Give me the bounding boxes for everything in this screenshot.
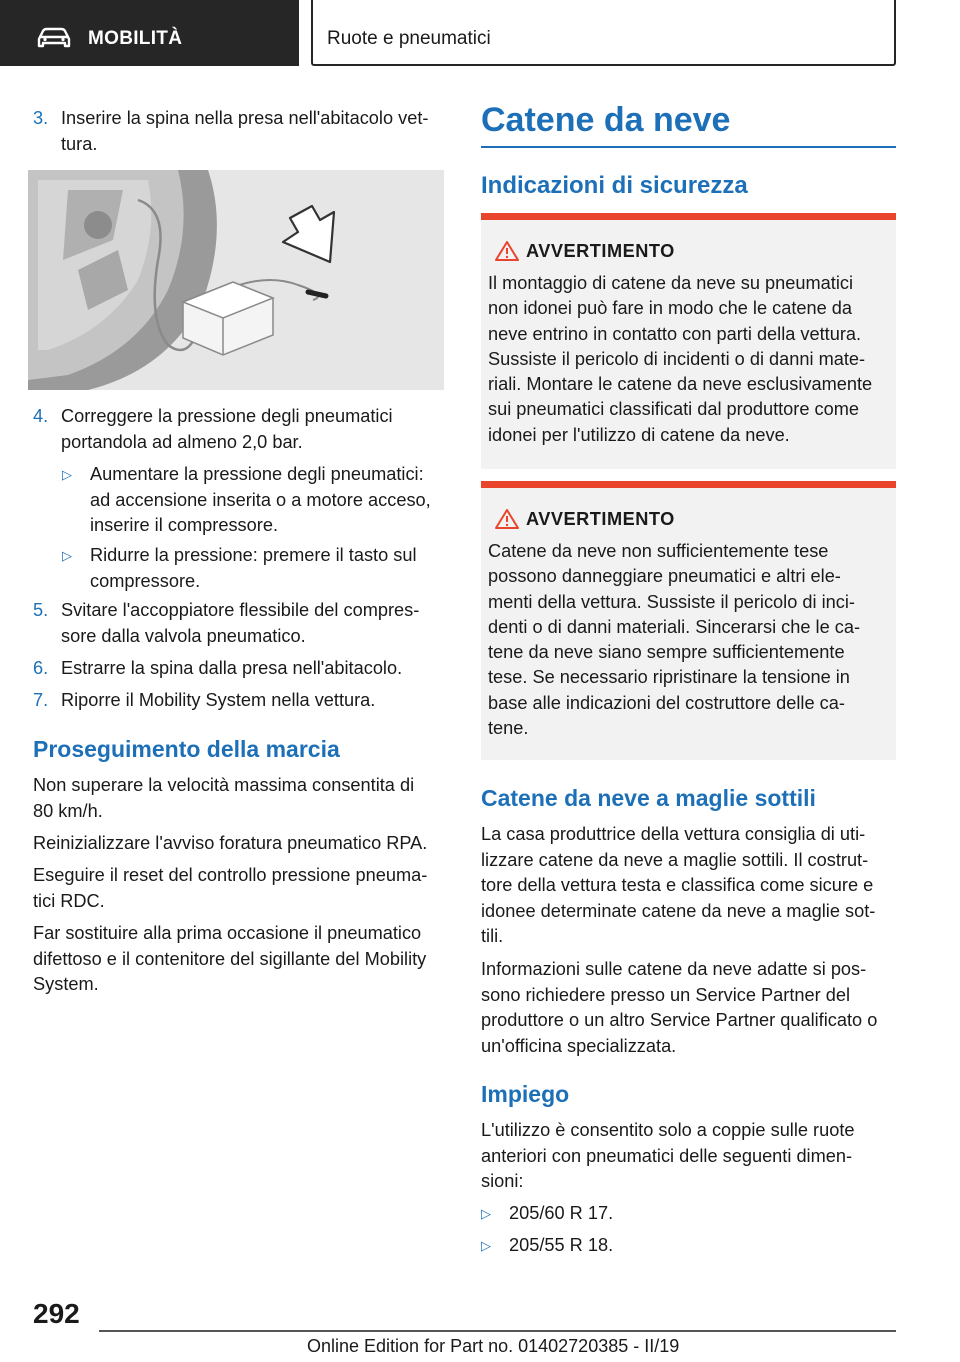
warning-line: Sussiste il pericolo di incidenti o di danni mate- [488, 348, 866, 369]
warning-box-1 [481, 213, 896, 469]
bullet-arrow-icon: ▷ [62, 467, 72, 482]
warning-triangle-icon [494, 240, 520, 262]
paragraph-line: sono richiedere presso un Service Partner del [481, 984, 850, 1005]
paragraph-line: Non superare la velocità massima consentita di [33, 775, 415, 795]
warning-line: tene. [488, 718, 529, 739]
warning-line: Catene da neve non sufficientemente tese [488, 541, 829, 561]
paragraph-line: difettoso e il contenitore del sigillante del Mobility [33, 948, 427, 969]
warning-line: non idonei può fare in modo che le catene da [488, 298, 853, 319]
safety-heading: Indicazioni di sicurezza [481, 172, 748, 199]
paragraph-line: lizzare catene da neve a maglie sottili. Il costrut- [481, 849, 869, 870]
warning-line: tene da neve siano sempre sufficientemente [488, 642, 845, 663]
info-paragraph [481, 957, 901, 1059]
section-title: MOBILITÀ [88, 28, 183, 49]
paragraph-line: idonee determinate catene da neve a maglie sot- [481, 900, 876, 921]
warning-bar [481, 213, 896, 220]
step-line: tura. [61, 133, 98, 154]
step-line: sore dalla valvola pneumatico. [61, 625, 306, 646]
car-icon [36, 27, 72, 49]
step-number: 5. [33, 600, 49, 620]
chapter-tab [311, 0, 896, 66]
warning-line: base alle indicazioni del costruttore delle ca- [488, 692, 845, 713]
compressor-illustration [28, 170, 444, 390]
replace-tyre-paragraph [33, 921, 453, 998]
warning-line: possono danneggiare pneumatici e altri ele- [488, 566, 841, 587]
paragraph-line: Eseguire il reset del controllo pressione pneuma- [33, 865, 428, 885]
warning-line: Il montaggio di catene da neve su pneumatici [488, 273, 853, 293]
paragraph-line: L'utilizzo è consentito solo a coppie sulle ruote [481, 1120, 855, 1140]
warning-box-2 [481, 481, 896, 760]
section-tab [0, 0, 299, 66]
step-line: Riporre il Mobility System nella vettura. [61, 690, 376, 710]
warning-title: AVVERTIMENTO [526, 241, 675, 261]
step-number: 7. [33, 690, 49, 710]
bullet-arrow-icon: ▷ [481, 1238, 491, 1253]
paragraph-line: La casa produttrice della vettura consiglia di uti- [481, 824, 866, 844]
usage-heading: Impiego [481, 1081, 570, 1107]
bullet-arrow-icon: ▷ [481, 1206, 491, 1221]
step-number: 3. [33, 108, 49, 128]
warning-triangle-icon [494, 508, 520, 530]
page-number: 292 [33, 1298, 80, 1329]
paragraph-line: Informazioni sulle catene da neve adatte si pos- [481, 959, 867, 979]
usage-paragraph [481, 1118, 901, 1195]
warning-line: menti della vettura. Sussiste il pericolo di inci- [488, 591, 855, 612]
sub-step-line: Aumentare la pressione degli pneumatici: [90, 464, 424, 484]
warning-line: idonei per l'utilizzo di catene da neve. [488, 424, 790, 445]
rpa-paragraph [33, 831, 448, 857]
speed-limit-paragraph [33, 773, 448, 824]
footer-rule [99, 1330, 896, 1332]
sub-step-line: Ridurre la pressione: premere il tasto sul [90, 545, 417, 565]
chapter-title: Ruote e pneumatici [327, 28, 491, 49]
sub-step-line: inserire il compressore. [90, 515, 278, 535]
warning-line: tese. Se necessario ripristinare la tensione in [488, 667, 850, 688]
warning-title: AVVERTIMENTO [526, 509, 675, 529]
warning-text [488, 539, 893, 741]
warning-line: riali. Montare le catene da neve esclusivamente [488, 374, 873, 395]
tyre-size: 205/60 R 17. [509, 1203, 614, 1223]
warning-line: sui pneumatici classificati dal produttore come [488, 399, 859, 420]
paragraph-line: tici RDC. [33, 890, 105, 911]
paragraph-line: Reinizializzare l'avviso foratura pneumatico RPA. [33, 833, 428, 853]
step-line: Svitare l'accoppiatore flessibile del compres- [61, 600, 420, 620]
edition-info: Online Edition for Part no. 01402720385 - II/19 [307, 1336, 680, 1356]
paragraph-line: tore della vettura testa e classifica come sicure e [481, 875, 874, 895]
tyre-size: 205/55 R 18. [509, 1235, 614, 1255]
step-line: Inserire la spina nella presa nell'abitacolo vet- [61, 108, 429, 128]
paragraph-line: anteriori con pneumatici delle seguenti dimen- [481, 1145, 853, 1166]
paragraph-line: System. [33, 974, 99, 994]
paragraph-line: un'officina specializzata. [481, 1035, 677, 1056]
continue-driving-heading: Proseguimento della marcia [33, 736, 340, 762]
compressor-illustration-graphic [28, 170, 444, 390]
warning-line: neve entrino in contatto con parti della vettura. [488, 323, 862, 344]
paragraph-line: tili. [481, 926, 504, 946]
page-title: Catene da neve [481, 101, 731, 139]
sub-step-line: compressore. [90, 570, 201, 591]
step-line: portandola ad almeno 2,0 bar. [61, 431, 303, 452]
warning-text [488, 271, 893, 448]
paragraph-line: produttore o un altro Service Partner qualificato o [481, 1010, 878, 1030]
paragraph-line: Far sostituire alla prima occasione il pneumatico [33, 923, 422, 943]
fine-chains-heading: Catene da neve a maglie sottili [481, 785, 816, 811]
fine-chains-paragraph [481, 822, 901, 950]
bullet-arrow-icon: ▷ [62, 548, 72, 563]
sub-step-line: ad accensione inserita o a motore acceso, [90, 489, 431, 510]
rdc-paragraph [33, 863, 448, 914]
paragraph-line: 80 km/h. [33, 800, 103, 821]
step-number: 4. [33, 406, 49, 426]
paragraph-line: sioni: [481, 1171, 524, 1191]
title-rule [481, 146, 896, 148]
step-line: Estrarre la spina dalla presa nell'abitacolo. [61, 658, 403, 678]
warning-line: denti o di danni materiali. Sincerarsi che le ca- [488, 616, 861, 637]
warning-bar [481, 481, 896, 488]
step-number: 6. [33, 658, 49, 678]
step-line: Correggere la pressione degli pneumatici [61, 406, 393, 426]
